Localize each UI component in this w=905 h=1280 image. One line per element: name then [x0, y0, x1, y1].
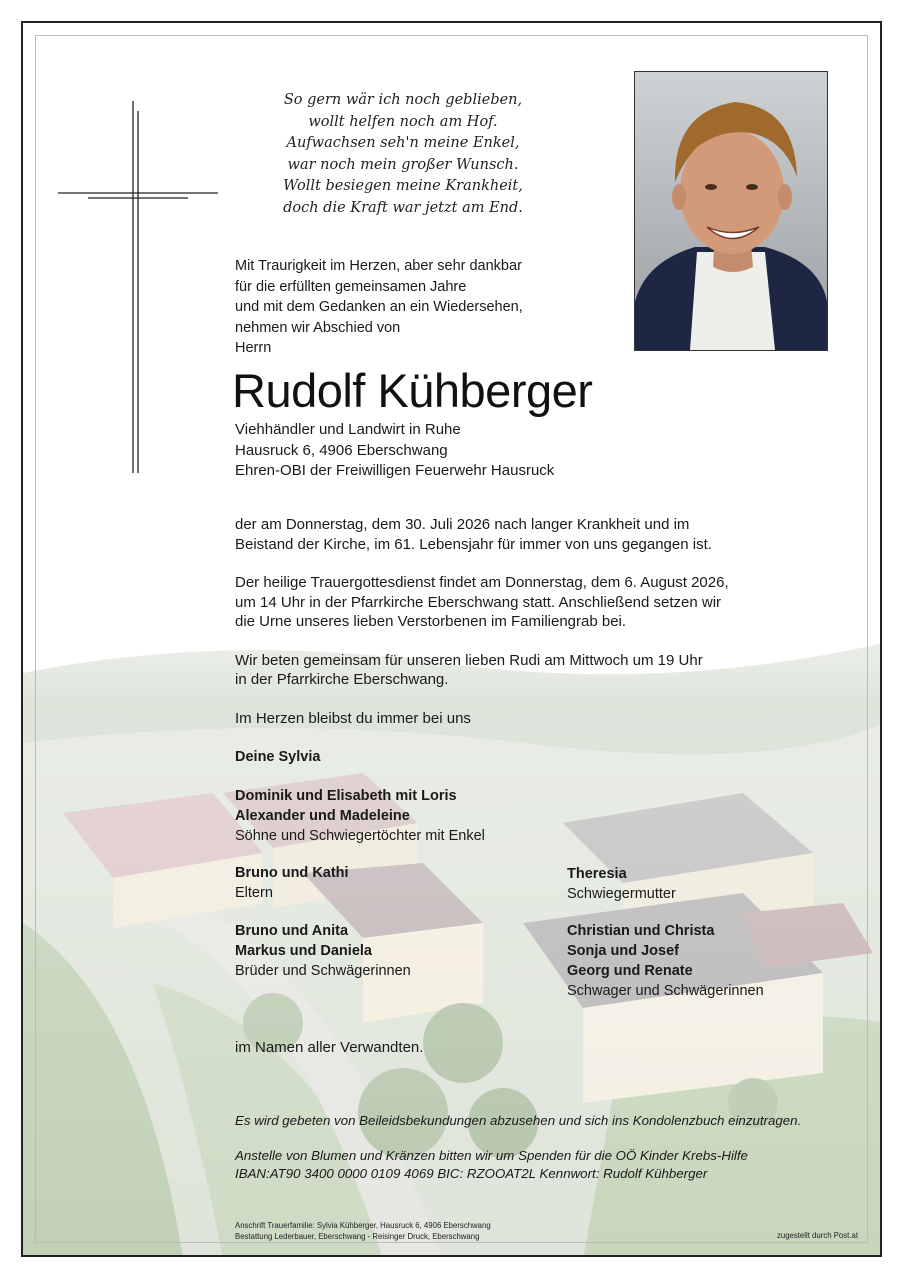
family-role: Schwiegermutter	[567, 886, 676, 902]
family-role: Schwager und Schwägerinnen	[567, 983, 764, 999]
family-member: Deine Sylvia	[235, 749, 321, 765]
paragraph-line: in der Pfarrkirche Eberschwang.	[235, 671, 449, 688]
family-siblings-in-law	[567, 921, 764, 1001]
verse-line: wollt helfen noch am Hof.	[308, 113, 498, 130]
role-line: Hausruck 6, 4906 Eberschwang	[235, 441, 448, 459]
bank-details: IBAN:AT90 3400 0000 0109 4069 BIC: RZOOAT2L Kennwort: Rudolf Kühberger	[235, 1166, 708, 1181]
family-role: Brüder und Schwägerinnen	[235, 963, 411, 979]
family-brothers	[235, 921, 411, 981]
paragraph-line: Beistand der Kirche, im 61. Lebensjahr für immer von uns gegangen ist.	[235, 535, 712, 553]
family-member: Sonja und Josef	[567, 943, 679, 959]
family-sons	[235, 786, 485, 846]
intro-line: für die erfüllten gemeinsamen Jahre	[235, 278, 467, 295]
paragraph-line: der am Donnerstag, dem 30. Juli 2026 nach langer Krankheit und im	[235, 516, 690, 533]
family-wife	[235, 747, 320, 767]
verse-line: Wollt besiegen meine Krankheit,	[283, 178, 523, 194]
family-member: Dominik und Elisabeth mit Loris	[235, 788, 457, 804]
role-line: Ehren-OBI der Freiwilligen Feuerwehr Hausruck	[235, 462, 555, 479]
family-member: Georg und Renate	[567, 963, 693, 979]
funeral-paragraph	[235, 573, 795, 632]
death-paragraph	[235, 515, 795, 554]
family-member: Bruno und Kathi	[235, 865, 349, 881]
closing-line: im Namen aller Verwandten.	[235, 1039, 424, 1056]
obituary-sheet	[21, 21, 882, 1257]
family-member: Bruno und Anita	[235, 923, 349, 939]
paragraph-line: um 14 Uhr in der Pfarrkirche Eberschwang statt. Anschließend setzen wir	[235, 593, 722, 611]
condolence-note: Es wird gebeten von Beileidsbekundungen abzusehen und sich ins Kondolenzbuch einzutragen.	[235, 1113, 802, 1128]
family-role: Söhne und Schwiegertöchter mit Enkel	[235, 828, 485, 844]
intro-text	[235, 256, 523, 359]
prayer-paragraph	[235, 651, 795, 690]
paragraph-line: Im Herzen bleibst du immer bei uns	[235, 709, 471, 727]
family-mother-in-law	[567, 864, 676, 904]
deceased-name: Rudolf Kühberger	[232, 364, 593, 417]
heart-paragraph	[235, 709, 795, 729]
intro-line: und mit dem Gedanken an ein Wiedersehen,	[235, 299, 523, 315]
family-role: Eltern	[235, 885, 273, 901]
paragraph-line: die Urne unseres lieben Verstorbenen im Familiengrab bei.	[235, 613, 627, 630]
verse-line: war noch mein großer Wunsch.	[287, 156, 519, 173]
delivery-note: zugestellt durch Post.at	[776, 1231, 858, 1240]
family-address: Anschrift Trauerfamilie: Sylvia Kühberger, Hausruck 6, 4906 Eberschwang	[235, 1221, 491, 1230]
verse-line: Aufwachsen seh'n meine Enkel,	[286, 135, 520, 151]
verse-line: doch die Kraft war jetzt am End.	[283, 199, 523, 216]
donation-note: Anstelle von Blumen und Kränzen bitten wir um Spenden für die OÖ Kinder Krebs-Hilfe	[235, 1147, 748, 1163]
portrait-photo	[634, 71, 828, 351]
footer-info	[235, 1220, 491, 1242]
intro-line: Herrn	[235, 340, 272, 356]
intro-line: nehmen wir Abschied von	[235, 319, 401, 336]
notes-block	[235, 1112, 801, 1184]
role-line: Viehhändler und Landwirt in Ruhe	[235, 421, 461, 438]
family-member: Alexander und Madeleine	[235, 808, 410, 824]
memorial-verse	[273, 90, 533, 219]
paragraph-line: Der heilige Trauergottesdienst findet am Donnerstag, dem 6. August 2026,	[235, 574, 729, 591]
undertaker-info: Bestattung Lederbauer, Eberschwang - Reisinger Druck, Eberschwang	[235, 1232, 480, 1241]
family-member: Markus und Daniela	[235, 943, 372, 959]
family-parents	[235, 863, 349, 903]
paragraph-line: Wir beten gemeinsam für unseren lieben Rudi am Mittwoch um 19 Uhr	[235, 651, 703, 669]
announcement-body	[235, 515, 795, 747]
intro-line: Mit Traurigkeit im Herzen, aber sehr dankbar	[235, 258, 522, 274]
deceased-roles	[235, 420, 554, 482]
family-member: Christian und Christa	[567, 923, 715, 939]
family-member: Theresia	[567, 866, 627, 882]
verse-line: So gern wär ich noch geblieben,	[283, 92, 523, 108]
